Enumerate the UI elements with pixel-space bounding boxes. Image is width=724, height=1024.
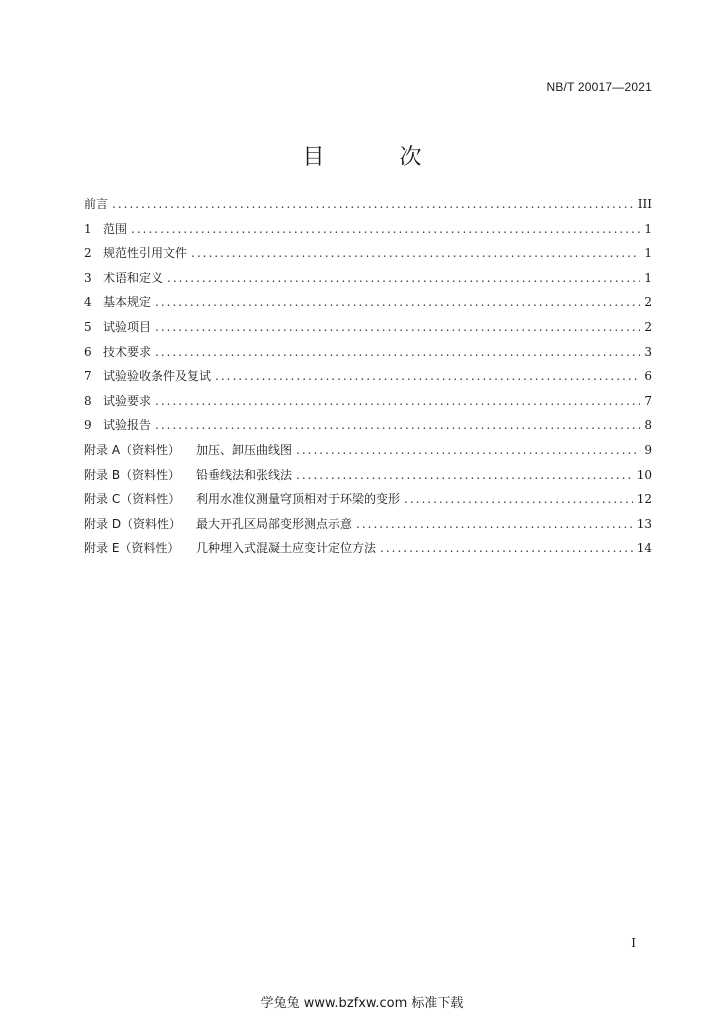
leader-dots xyxy=(112,192,634,217)
toc-row-annex-a[interactable] xyxy=(84,438,652,463)
leader-dots xyxy=(155,389,640,414)
toc-page-number: 12 xyxy=(636,492,652,507)
leader-dots xyxy=(404,487,633,512)
toc-page-number: 1 xyxy=(644,270,652,285)
toc-page-number: 1 xyxy=(644,246,652,261)
toc-clause-number: 2 xyxy=(84,246,92,261)
toc-row-3[interactable] xyxy=(84,266,652,291)
toc-label: 规范性引用文件 xyxy=(103,246,188,261)
toc-label: 范围 xyxy=(103,221,128,236)
toc-annex-prefix: 附录 E（资料性） xyxy=(84,541,180,556)
toc-page-number: III xyxy=(637,197,652,211)
leader-dots xyxy=(131,217,640,242)
toc-row-7[interactable] xyxy=(84,364,652,389)
toc-clause-number: 1 xyxy=(84,221,92,236)
toc-row-4[interactable] xyxy=(84,290,652,315)
toc-page-number: 8 xyxy=(644,418,652,433)
page-title: 目 次 xyxy=(302,145,456,170)
toc-row-annex-d[interactable] xyxy=(84,512,652,537)
toc-clause-number: 9 xyxy=(84,418,92,433)
toc-label: 利用水准仪测量穹顶相对于环梁的变形 xyxy=(196,492,401,507)
toc-page-number: 14 xyxy=(636,541,652,556)
leader-dots xyxy=(356,512,633,537)
toc-label: 几种埋入式混凝土应变计定位方法 xyxy=(196,541,377,556)
toc-label: 技术要求 xyxy=(103,344,152,359)
standard-code: NB/T 20017—2021 xyxy=(546,80,652,94)
toc-label: 基本规定 xyxy=(103,295,152,310)
toc-row-6[interactable] xyxy=(84,340,652,365)
leader-dots xyxy=(167,266,640,291)
toc-label: 最大开孔区局部变形测点示意 xyxy=(196,516,353,531)
toc-annex-prefix: 附录 A（资料性） xyxy=(84,442,181,457)
leader-dots xyxy=(215,364,640,389)
leader-dots xyxy=(380,536,633,561)
toc-clause-number: 4 xyxy=(84,295,92,310)
toc-page-number: 6 xyxy=(644,369,652,384)
toc-label: 加压、卸压曲线图 xyxy=(196,442,293,457)
leader-dots xyxy=(296,463,633,488)
toc-page-number: 2 xyxy=(644,319,652,334)
page-folio: I xyxy=(631,936,636,950)
leader-dots xyxy=(191,241,640,266)
leader-dots xyxy=(155,315,640,340)
toc-clause-number: 5 xyxy=(84,319,92,334)
leader-dots xyxy=(155,290,640,315)
toc-clause-number: 6 xyxy=(84,344,92,359)
toc-annex-prefix: 附录 D（资料性） xyxy=(84,516,182,531)
toc-label: 试验要求 xyxy=(103,393,152,408)
toc-label: 试验项目 xyxy=(103,319,152,334)
toc-row-foreword[interactable] xyxy=(84,192,652,217)
toc-row-5[interactable] xyxy=(84,315,652,340)
toc-label: 铅垂线法和张线法 xyxy=(196,467,293,482)
toc-page-number: 13 xyxy=(636,516,652,531)
toc-label: 试验报告 xyxy=(103,418,152,433)
table-of-contents xyxy=(84,192,652,561)
toc-row-1[interactable] xyxy=(84,217,652,242)
toc-label: 前言 xyxy=(84,197,109,211)
leader-dots xyxy=(155,413,640,438)
toc-label: 术语和定义 xyxy=(103,270,164,285)
toc-annex-prefix: 附录 C（资料性） xyxy=(84,492,181,507)
toc-page-number: 7 xyxy=(644,393,652,408)
toc-row-8[interactable] xyxy=(84,389,652,414)
toc-clause-number: 7 xyxy=(84,369,92,384)
footer-watermark: 学兔兔 www.bzfxw.com 标准下载 xyxy=(260,996,464,1011)
toc-page-number: 10 xyxy=(636,467,652,482)
toc-label: 试验验收条件及复试 xyxy=(103,369,212,384)
toc-row-annex-c[interactable] xyxy=(84,487,652,512)
toc-clause-number: 3 xyxy=(84,270,92,285)
leader-dots xyxy=(155,340,640,365)
toc-clause-number: 8 xyxy=(84,393,92,408)
toc-page-number: 3 xyxy=(644,344,652,359)
toc-row-9[interactable] xyxy=(84,413,652,438)
toc-annex-prefix: 附录 B（资料性） xyxy=(84,467,181,482)
toc-page-number: 9 xyxy=(644,442,652,457)
leader-dots xyxy=(296,438,640,463)
toc-row-2[interactable] xyxy=(84,241,652,266)
toc-page-number: 2 xyxy=(644,295,652,310)
toc-row-annex-e[interactable] xyxy=(84,536,652,561)
toc-row-annex-b[interactable] xyxy=(84,463,652,488)
toc-page-number: 1 xyxy=(644,221,652,236)
